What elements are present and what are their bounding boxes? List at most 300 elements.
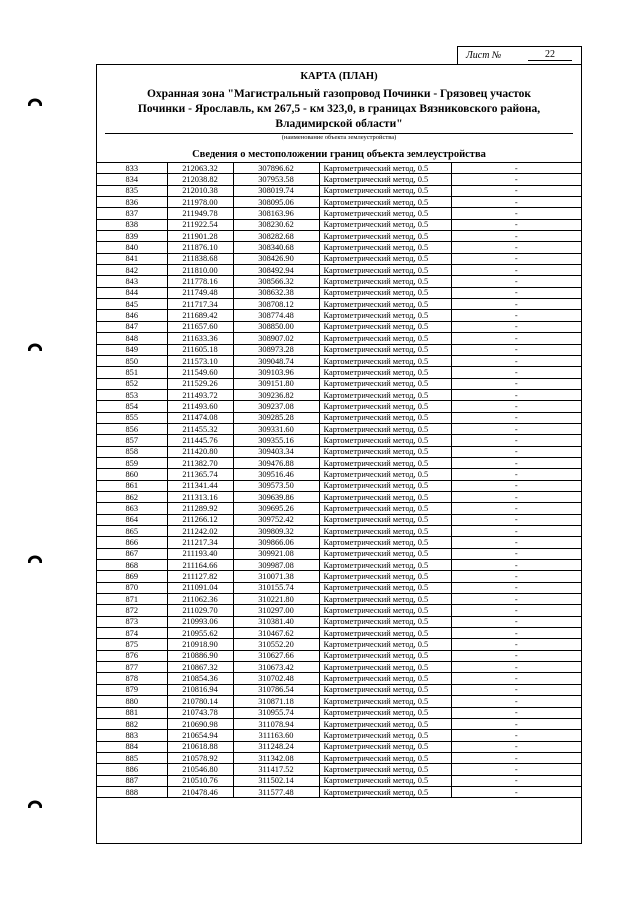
method-cell: Картометрический метод, 0.5 xyxy=(319,503,451,514)
binder-hole-mark xyxy=(28,797,42,809)
x-coordinate-cell: 210478.46 xyxy=(167,786,233,797)
description-cell: - xyxy=(451,389,581,400)
point-number-cell: 847 xyxy=(97,321,167,332)
table-row xyxy=(97,219,581,230)
y-coordinate-cell: 311502.14 xyxy=(233,775,319,786)
description-cell: - xyxy=(451,310,581,321)
table-row xyxy=(97,684,581,695)
binder-hole-mark xyxy=(28,552,42,564)
table-row xyxy=(97,163,581,174)
y-coordinate-cell: 308774.48 xyxy=(233,310,319,321)
x-coordinate-cell: 210780.14 xyxy=(167,696,233,707)
method-cell: Картометрический метод, 0.5 xyxy=(319,752,451,763)
point-number-cell: 864 xyxy=(97,514,167,525)
x-coordinate-cell: 211922.54 xyxy=(167,219,233,230)
method-cell: Картометрический метод, 0.5 xyxy=(319,435,451,446)
point-number-cell: 886 xyxy=(97,764,167,775)
point-number-cell: 885 xyxy=(97,752,167,763)
point-number-cell: 849 xyxy=(97,344,167,355)
table-row xyxy=(97,412,581,423)
table-row xyxy=(97,628,581,639)
y-coordinate-cell: 310071.38 xyxy=(233,571,319,582)
table-row xyxy=(97,469,581,480)
description-cell: - xyxy=(451,560,581,571)
point-number-cell: 859 xyxy=(97,457,167,468)
x-coordinate-cell: 211266.12 xyxy=(167,514,233,525)
description-cell: - xyxy=(451,537,581,548)
x-coordinate-cell: 212063.32 xyxy=(167,163,233,174)
y-coordinate-cell: 311248.24 xyxy=(233,741,319,752)
method-cell: Картометрический метод, 0.5 xyxy=(319,673,451,684)
method-cell: Картометрический метод, 0.5 xyxy=(319,537,451,548)
method-cell: Картометрический метод, 0.5 xyxy=(319,491,451,502)
description-cell: - xyxy=(451,786,581,797)
x-coordinate-cell: 211445.76 xyxy=(167,435,233,446)
point-number-cell: 837 xyxy=(97,208,167,219)
description-cell: - xyxy=(451,673,581,684)
point-number-cell: 833 xyxy=(97,163,167,174)
table-row xyxy=(97,582,581,593)
y-coordinate-cell: 309331.60 xyxy=(233,423,319,434)
x-coordinate-cell: 211978.00 xyxy=(167,197,233,208)
x-coordinate-cell: 211193.40 xyxy=(167,548,233,559)
description-cell: - xyxy=(451,367,581,378)
table-row xyxy=(97,752,581,763)
point-number-cell: 857 xyxy=(97,435,167,446)
x-coordinate-cell: 210816.94 xyxy=(167,684,233,695)
x-coordinate-cell: 211062.36 xyxy=(167,594,233,605)
point-number-cell: 834 xyxy=(97,174,167,185)
description-cell: - xyxy=(451,435,581,446)
y-coordinate-cell: 307953.58 xyxy=(233,174,319,185)
x-coordinate-cell: 210510.76 xyxy=(167,775,233,786)
binder-hole-mark xyxy=(28,95,42,107)
document-frame xyxy=(96,64,582,844)
description-cell: - xyxy=(451,197,581,208)
description-cell: - xyxy=(451,231,581,242)
y-coordinate-cell: 309476.88 xyxy=(233,457,319,468)
x-coordinate-cell: 211455.32 xyxy=(167,423,233,434)
y-coordinate-cell: 308282.68 xyxy=(233,231,319,242)
x-coordinate-cell: 211493.72 xyxy=(167,389,233,400)
description-cell: - xyxy=(451,321,581,332)
table-row xyxy=(97,730,581,741)
y-coordinate-cell: 311417.52 xyxy=(233,764,319,775)
description-cell: - xyxy=(451,355,581,366)
point-number-cell: 846 xyxy=(97,310,167,321)
y-coordinate-cell: 310381.40 xyxy=(233,616,319,627)
point-number-cell: 841 xyxy=(97,253,167,264)
point-number-cell: 872 xyxy=(97,605,167,616)
x-coordinate-cell: 211901.28 xyxy=(167,231,233,242)
y-coordinate-cell: 309987.08 xyxy=(233,560,319,571)
table-row xyxy=(97,673,581,684)
description-cell: - xyxy=(451,174,581,185)
description-cell: - xyxy=(451,594,581,605)
description-cell: - xyxy=(451,480,581,491)
method-cell: Картометрический метод, 0.5 xyxy=(319,174,451,185)
x-coordinate-cell: 211810.00 xyxy=(167,265,233,276)
table-row xyxy=(97,287,581,298)
table-row xyxy=(97,231,581,242)
table-row xyxy=(97,741,581,752)
method-cell: Картометрический метод, 0.5 xyxy=(319,367,451,378)
x-coordinate-cell: 211493.60 xyxy=(167,401,233,412)
method-cell: Картометрический метод, 0.5 xyxy=(319,242,451,253)
table-row xyxy=(97,764,581,775)
y-coordinate-cell: 309151.80 xyxy=(233,378,319,389)
x-coordinate-cell: 211549.60 xyxy=(167,367,233,378)
table-row xyxy=(97,265,581,276)
y-coordinate-cell: 311577.48 xyxy=(233,786,319,797)
table-row xyxy=(97,571,581,582)
point-number-cell: 868 xyxy=(97,560,167,571)
method-cell: Картометрический метод, 0.5 xyxy=(319,639,451,650)
x-coordinate-cell: 211127.82 xyxy=(167,571,233,582)
point-number-cell: 879 xyxy=(97,684,167,695)
point-number-cell: 873 xyxy=(97,616,167,627)
y-coordinate-cell: 310786.54 xyxy=(233,684,319,695)
description-cell: - xyxy=(451,639,581,650)
description-cell: - xyxy=(451,605,581,616)
sheet-number-box xyxy=(457,46,582,65)
method-cell: Картометрический метод, 0.5 xyxy=(319,287,451,298)
object-name xyxy=(97,87,581,132)
description-cell: - xyxy=(451,412,581,423)
y-coordinate-cell: 307896.62 xyxy=(233,163,319,174)
point-number-cell: 862 xyxy=(97,491,167,502)
y-coordinate-cell: 311163.60 xyxy=(233,730,319,741)
table-row xyxy=(97,605,581,616)
point-number-cell: 887 xyxy=(97,775,167,786)
y-coordinate-cell: 309403.34 xyxy=(233,446,319,457)
point-number-cell: 844 xyxy=(97,287,167,298)
method-cell: Картометрический метод, 0.5 xyxy=(319,526,451,537)
sheet-number: 22 xyxy=(528,50,572,61)
method-cell: Картометрический метод, 0.5 xyxy=(319,684,451,695)
x-coordinate-cell: 211778.16 xyxy=(167,276,233,287)
table-row xyxy=(97,491,581,502)
x-coordinate-cell: 211529.26 xyxy=(167,378,233,389)
description-cell: - xyxy=(451,163,581,174)
description-cell: - xyxy=(451,208,581,219)
y-coordinate-cell: 310871.18 xyxy=(233,696,319,707)
method-cell: Картометрический метод, 0.5 xyxy=(319,378,451,389)
y-coordinate-cell: 309355.16 xyxy=(233,435,319,446)
point-number-cell: 855 xyxy=(97,412,167,423)
table-row xyxy=(97,253,581,264)
y-coordinate-cell: 308850.00 xyxy=(233,321,319,332)
method-cell: Картометрический метод, 0.5 xyxy=(319,786,451,797)
description-cell: - xyxy=(451,333,581,344)
method-cell: Картометрический метод, 0.5 xyxy=(319,446,451,457)
description-cell: - xyxy=(451,287,581,298)
table-row xyxy=(97,548,581,559)
description-cell: - xyxy=(451,662,581,673)
method-cell: Картометрический метод, 0.5 xyxy=(319,605,451,616)
description-cell: - xyxy=(451,741,581,752)
method-cell: Картометрический метод, 0.5 xyxy=(319,616,451,627)
x-coordinate-cell: 210690.98 xyxy=(167,718,233,729)
x-coordinate-cell: 211949.78 xyxy=(167,208,233,219)
description-cell: - xyxy=(451,401,581,412)
point-number-cell: 850 xyxy=(97,355,167,366)
method-cell: Картометрический метод, 0.5 xyxy=(319,310,451,321)
point-number-cell: 840 xyxy=(97,242,167,253)
table-row xyxy=(97,355,581,366)
x-coordinate-cell: 211605.18 xyxy=(167,344,233,355)
y-coordinate-cell: 309809.32 xyxy=(233,526,319,537)
table-row xyxy=(97,208,581,219)
method-cell: Картометрический метод, 0.5 xyxy=(319,707,451,718)
table-row xyxy=(97,526,581,537)
y-coordinate-cell: 309921.08 xyxy=(233,548,319,559)
point-number-cell: 866 xyxy=(97,537,167,548)
table-row xyxy=(97,367,581,378)
method-cell: Картометрический метод, 0.5 xyxy=(319,775,451,786)
point-number-cell: 880 xyxy=(97,696,167,707)
point-number-cell: 852 xyxy=(97,378,167,389)
description-cell: - xyxy=(451,265,581,276)
description-cell: - xyxy=(451,718,581,729)
description-cell: - xyxy=(451,457,581,468)
table-row xyxy=(97,378,581,389)
table-row xyxy=(97,775,581,786)
y-coordinate-cell: 308163.96 xyxy=(233,208,319,219)
coordinates-table xyxy=(97,162,581,798)
point-number-cell: 882 xyxy=(97,718,167,729)
method-cell: Картометрический метод, 0.5 xyxy=(319,628,451,639)
point-number-cell: 878 xyxy=(97,673,167,684)
description-cell: - xyxy=(451,469,581,480)
y-coordinate-cell: 310155.74 xyxy=(233,582,319,593)
x-coordinate-cell: 211313.16 xyxy=(167,491,233,502)
y-coordinate-cell: 310702.48 xyxy=(233,673,319,684)
description-cell: - xyxy=(451,650,581,661)
method-cell: Картометрический метод, 0.5 xyxy=(319,276,451,287)
point-number-cell: 881 xyxy=(97,707,167,718)
y-coordinate-cell: 310627.66 xyxy=(233,650,319,661)
y-coordinate-cell: 309103.96 xyxy=(233,367,319,378)
x-coordinate-cell: 210886.90 xyxy=(167,650,233,661)
description-cell: - xyxy=(451,276,581,287)
method-cell: Картометрический метод, 0.5 xyxy=(319,457,451,468)
description-cell: - xyxy=(451,775,581,786)
y-coordinate-cell: 308095.06 xyxy=(233,197,319,208)
method-cell: Картометрический метод, 0.5 xyxy=(319,764,451,775)
x-coordinate-cell: 211838.68 xyxy=(167,253,233,264)
y-coordinate-cell: 309695.26 xyxy=(233,503,319,514)
table-row xyxy=(97,560,581,571)
table-row xyxy=(97,321,581,332)
y-coordinate-cell: 308632.38 xyxy=(233,287,319,298)
method-cell: Картометрический метод, 0.5 xyxy=(319,197,451,208)
method-cell: Картометрический метод, 0.5 xyxy=(319,718,451,729)
y-coordinate-cell: 308492.94 xyxy=(233,265,319,276)
x-coordinate-cell: 211164.66 xyxy=(167,560,233,571)
y-coordinate-cell: 308708.12 xyxy=(233,299,319,310)
sheet-label: Лист № xyxy=(466,50,502,61)
method-cell: Картометрический метод, 0.5 xyxy=(319,560,451,571)
method-cell: Картометрический метод, 0.5 xyxy=(319,321,451,332)
description-cell: - xyxy=(451,730,581,741)
table-row xyxy=(97,514,581,525)
description-cell: - xyxy=(451,446,581,457)
method-cell: Картометрический метод, 0.5 xyxy=(319,208,451,219)
method-cell: Картометрический метод, 0.5 xyxy=(319,163,451,174)
y-coordinate-cell: 311078.94 xyxy=(233,718,319,729)
y-coordinate-cell: 310467.62 xyxy=(233,628,319,639)
y-coordinate-cell: 309516.46 xyxy=(233,469,319,480)
table-row xyxy=(97,423,581,434)
x-coordinate-cell: 211217.34 xyxy=(167,537,233,548)
point-number-cell: 865 xyxy=(97,526,167,537)
method-cell: Картометрический метод, 0.5 xyxy=(319,423,451,434)
x-coordinate-cell: 211474.08 xyxy=(167,412,233,423)
x-coordinate-cell: 211341.44 xyxy=(167,480,233,491)
y-coordinate-cell: 309573.50 xyxy=(233,480,319,491)
method-cell: Картометрический метод, 0.5 xyxy=(319,344,451,355)
table-row xyxy=(97,299,581,310)
description-cell: - xyxy=(451,616,581,627)
y-coordinate-cell: 309752.42 xyxy=(233,514,319,525)
method-cell: Картометрический метод, 0.5 xyxy=(319,514,451,525)
point-number-cell: 877 xyxy=(97,662,167,673)
x-coordinate-cell: 210867.32 xyxy=(167,662,233,673)
table-row xyxy=(97,242,581,253)
description-cell: - xyxy=(451,764,581,775)
point-number-cell: 875 xyxy=(97,639,167,650)
description-cell: - xyxy=(451,344,581,355)
point-number-cell: 853 xyxy=(97,389,167,400)
y-coordinate-cell: 310297.00 xyxy=(233,605,319,616)
method-cell: Картометрический метод, 0.5 xyxy=(319,333,451,344)
y-coordinate-cell: 310673.42 xyxy=(233,662,319,673)
description-cell: - xyxy=(451,526,581,537)
binder-hole-mark xyxy=(28,340,42,352)
description-cell: - xyxy=(451,253,581,264)
y-coordinate-cell: 308907.02 xyxy=(233,333,319,344)
method-cell: Картометрический метод, 0.5 xyxy=(319,389,451,400)
description-cell: - xyxy=(451,582,581,593)
x-coordinate-cell: 210743.78 xyxy=(167,707,233,718)
document-title: КАРТА (ПЛАН) xyxy=(300,71,378,82)
description-cell: - xyxy=(451,548,581,559)
x-coordinate-cell: 211717.34 xyxy=(167,299,233,310)
table-row xyxy=(97,594,581,605)
table-row xyxy=(97,503,581,514)
table-row xyxy=(97,650,581,661)
x-coordinate-cell: 211242.02 xyxy=(167,526,233,537)
point-number-cell: 858 xyxy=(97,446,167,457)
y-coordinate-cell: 310221.80 xyxy=(233,594,319,605)
table-row xyxy=(97,435,581,446)
x-coordinate-cell: 212010.38 xyxy=(167,185,233,196)
x-coordinate-cell: 210918.90 xyxy=(167,639,233,650)
point-number-cell: 851 xyxy=(97,367,167,378)
y-coordinate-cell: 308566.32 xyxy=(233,276,319,287)
x-coordinate-cell: 211365.74 xyxy=(167,469,233,480)
table-row xyxy=(97,310,581,321)
y-coordinate-cell: 308230.62 xyxy=(233,219,319,230)
table-row xyxy=(97,401,581,412)
method-cell: Картометрический метод, 0.5 xyxy=(319,730,451,741)
method-cell: Картометрический метод, 0.5 xyxy=(319,696,451,707)
x-coordinate-cell: 211689.42 xyxy=(167,310,233,321)
table-row xyxy=(97,389,581,400)
object-name-line: Владимирской области" xyxy=(275,118,403,130)
point-number-cell: 842 xyxy=(97,265,167,276)
table-row xyxy=(97,718,581,729)
table-row xyxy=(97,696,581,707)
point-number-cell: 876 xyxy=(97,650,167,661)
point-number-cell: 835 xyxy=(97,185,167,196)
description-cell: - xyxy=(451,185,581,196)
method-cell: Картометрический метод, 0.5 xyxy=(319,299,451,310)
point-number-cell: 884 xyxy=(97,741,167,752)
point-number-cell: 870 xyxy=(97,582,167,593)
x-coordinate-cell: 212038.82 xyxy=(167,174,233,185)
object-name-line: Охранная зона "Магистральный газопровод Починки - Грязовец участок xyxy=(146,88,532,100)
table-row xyxy=(97,707,581,718)
x-coordinate-cell: 211420.80 xyxy=(167,446,233,457)
y-coordinate-cell: 308340.68 xyxy=(233,242,319,253)
section-title: Сведения о местоположении границ объекта землеустройства xyxy=(192,149,486,160)
description-cell: - xyxy=(451,242,581,253)
description-cell: - xyxy=(451,628,581,639)
y-coordinate-cell: 310955.74 xyxy=(233,707,319,718)
table-row xyxy=(97,537,581,548)
y-coordinate-cell: 308426.90 xyxy=(233,253,319,264)
point-number-cell: 836 xyxy=(97,197,167,208)
method-cell: Картометрический метод, 0.5 xyxy=(319,355,451,366)
method-cell: Картометрический метод, 0.5 xyxy=(319,650,451,661)
method-cell: Картометрический метод, 0.5 xyxy=(319,412,451,423)
y-coordinate-cell: 309237.08 xyxy=(233,401,319,412)
point-number-cell: 845 xyxy=(97,299,167,310)
x-coordinate-cell: 210854.36 xyxy=(167,673,233,684)
point-number-cell: 854 xyxy=(97,401,167,412)
x-coordinate-cell: 211289.92 xyxy=(167,503,233,514)
description-cell: - xyxy=(451,503,581,514)
y-coordinate-cell: 308019.74 xyxy=(233,185,319,196)
method-cell: Картометрический метод, 0.5 xyxy=(319,548,451,559)
x-coordinate-cell: 211876.10 xyxy=(167,242,233,253)
method-cell: Картометрический метод, 0.5 xyxy=(319,741,451,752)
x-coordinate-cell: 211029.70 xyxy=(167,605,233,616)
method-cell: Картометрический метод, 0.5 xyxy=(319,571,451,582)
point-number-cell: 839 xyxy=(97,231,167,242)
method-cell: Картометрический метод, 0.5 xyxy=(319,401,451,412)
point-number-cell: 869 xyxy=(97,571,167,582)
description-cell: - xyxy=(451,491,581,502)
table-row xyxy=(97,639,581,650)
table-row xyxy=(97,333,581,344)
y-coordinate-cell: 309866.06 xyxy=(233,537,319,548)
point-number-cell: 871 xyxy=(97,594,167,605)
table-row xyxy=(97,786,581,797)
method-cell: Картометрический метод, 0.5 xyxy=(319,265,451,276)
y-coordinate-cell: 309639.86 xyxy=(233,491,319,502)
x-coordinate-cell: 211633.36 xyxy=(167,333,233,344)
x-coordinate-cell: 211657.60 xyxy=(167,321,233,332)
description-cell: - xyxy=(451,684,581,695)
method-cell: Картометрический метод, 0.5 xyxy=(319,582,451,593)
point-number-cell: 843 xyxy=(97,276,167,287)
y-coordinate-cell: 309048.74 xyxy=(233,355,319,366)
description-cell: - xyxy=(451,219,581,230)
point-number-cell: 860 xyxy=(97,469,167,480)
